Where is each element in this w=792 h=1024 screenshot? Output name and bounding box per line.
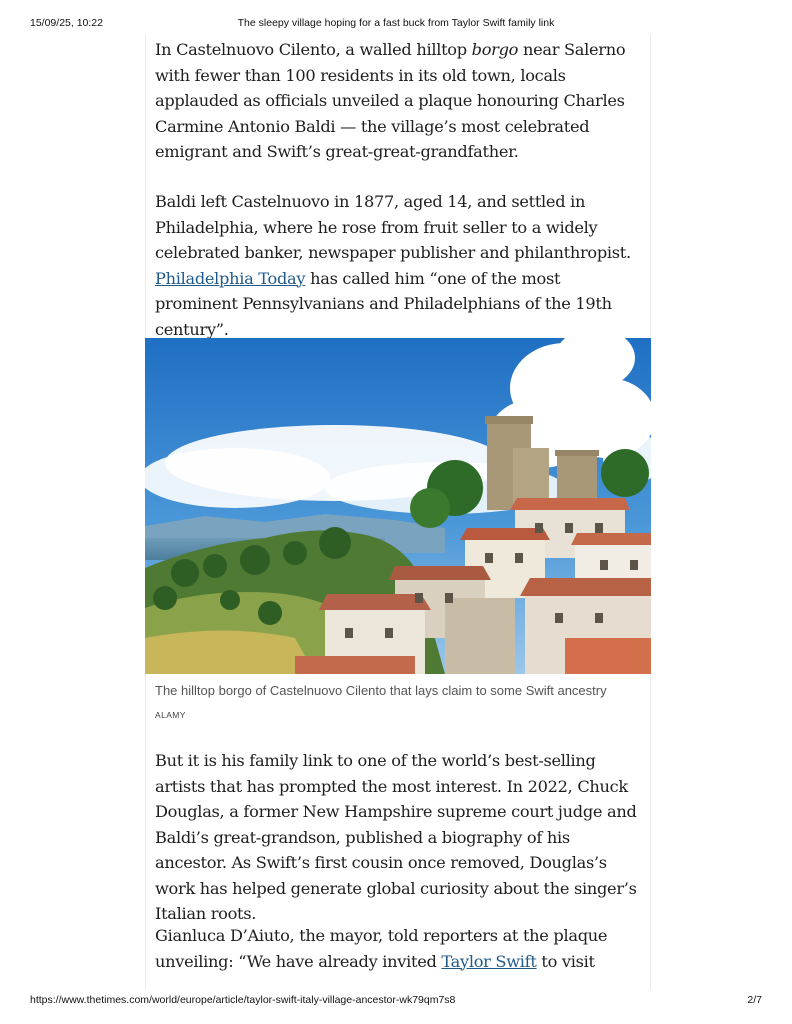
print-datetime: 15/09/25, 10:22 — [30, 17, 103, 29]
print-document-title: The sleepy village hoping for a fast buck from Taylor Swift family link — [237, 17, 555, 29]
article-paragraph-3: But it is his family link to one of the world’s best-selling artists that has prompted the most interest. In 2022, Chuck Douglas, a former New Hampshire supreme court judge and Baldi’s great-grandson, published a biography of his ancestor. As Swift’s first cousin once removed, Douglas’s work has helped generate global curiosity about the singer’s Italian roots. — [155, 751, 637, 923]
print-header — [30, 17, 762, 33]
image-caption: The hilltop borgo of Castelnuovo Cilento that lays claim to some Swift ancestry — [155, 683, 607, 698]
paragraph-text: Gianluca D’Aiuto, the mayor, told reporters at the plaque unveiling: “We have already invited — [155, 926, 608, 971]
paragraph-text: to visit — [536, 951, 595, 971]
paragraph-text: In Castelnuovo Cilento, a walled hilltop — [155, 40, 472, 59]
print-footer — [30, 994, 762, 1010]
italic-term-borgo: borgo — [471, 40, 519, 59]
paragraph-text: has called him “one of the most prominent Pennsylvanians and Philadelphians of the 19th century”. — [155, 268, 612, 339]
article-paragraph-2 — [155, 189, 645, 342]
paragraph-text: near Salerno with fewer than 100 residents in its old town, locals applauded as officials unveiled a plaque honouring Charles Carmine Antonio Baldi — the village’s most celebrated emigrant and Swift’s great-great-grandfather. — [155, 40, 626, 161]
taylor-swift-link[interactable]: Taylor Swift — [441, 951, 537, 971]
paragraph-text: Baldi left Castelnuovo in 1877, aged 14, and settled in Philadelphia, where he rose from fruit seller to a widely celebrated banker, newspaper publisher and philanthropist. — [155, 192, 631, 262]
page-number: 2/7 — [747, 994, 762, 1006]
article-paragraph-4 — [155, 923, 645, 974]
page-url: https://www.thetimes.com/world/europe/article/taylor-swift-italy-village-ancestor-wk79qm7s8 — [30, 994, 456, 1006]
article-paragraph-1 — [155, 37, 645, 165]
philadelphia-today-link[interactable]: Philadelphia Today — [155, 268, 306, 288]
castelnuovo-cilento-photo — [145, 338, 651, 674]
image-credit: ALAMY — [155, 710, 186, 720]
